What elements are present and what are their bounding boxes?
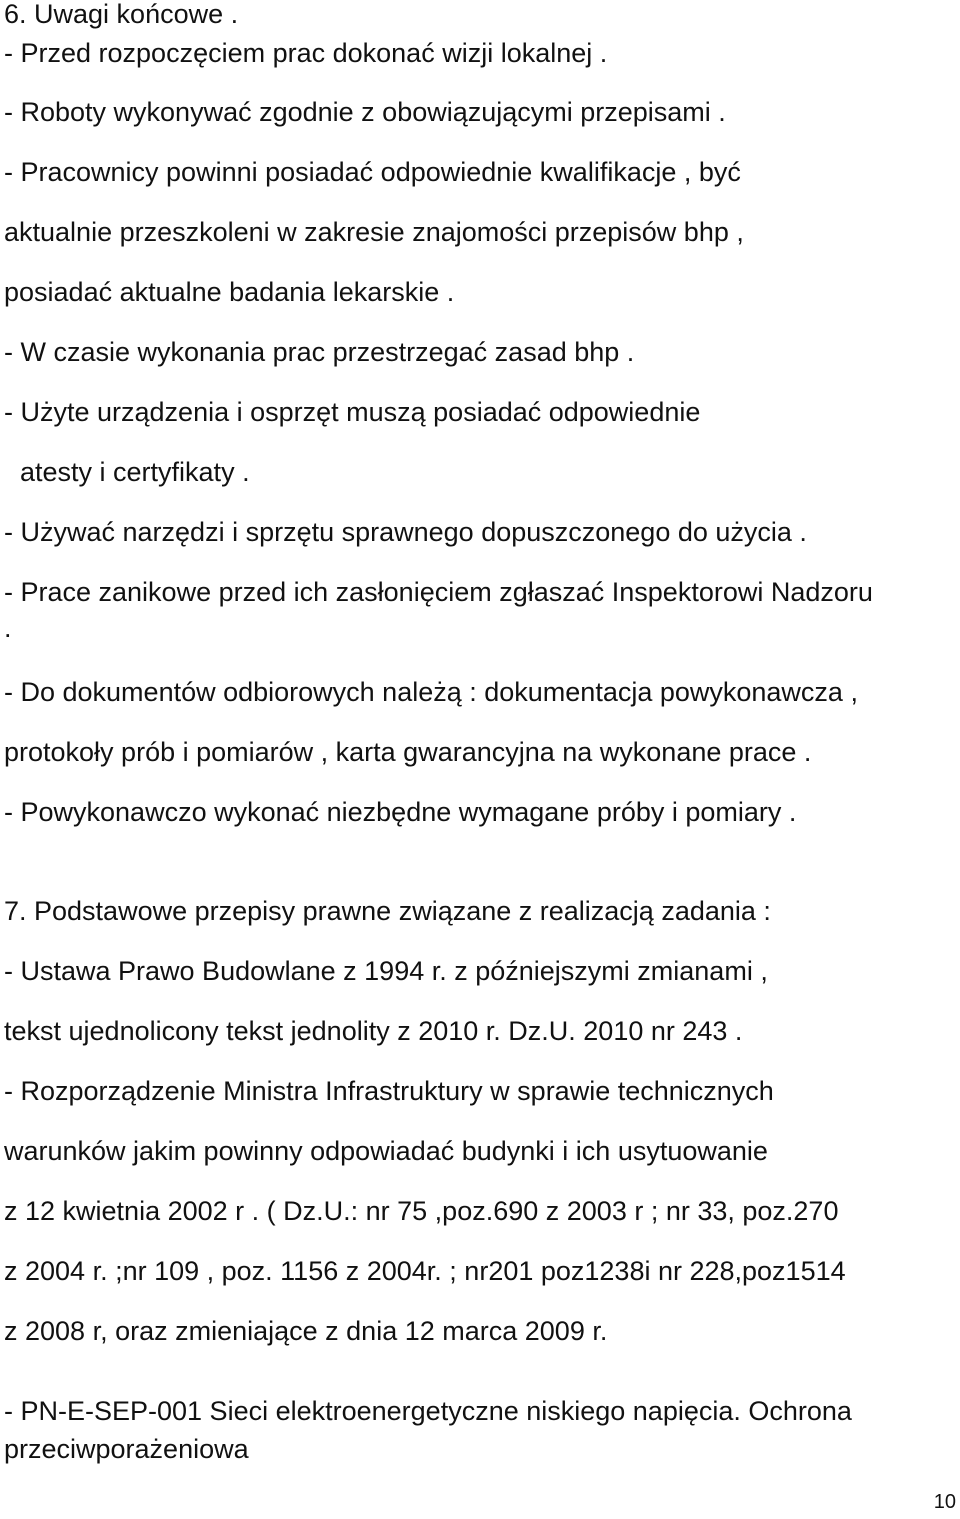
text-line: z 12 kwietnia 2002 r . ( Dz.U.: nr 75 ,poz.690 z 2003 r ; nr 33, poz.270 <box>4 1196 839 1226</box>
page-number: 10 <box>933 1491 956 1513</box>
text-line: przeciwporażeniowa <box>4 1434 249 1464</box>
text-line: - Ustawa Prawo Budowlane z 1994 r. z późniejszymi zmianami , <box>4 956 768 986</box>
text-line: - Prace zanikowe przed ich zasłonięciem zgłaszać Inspektorowi Nadzoru <box>4 577 873 607</box>
text-line: - Używać narzędzi i sprzętu sprawnego dopuszczonego do użycia . <box>4 517 807 547</box>
text-line: z 2004 r. ;nr 109 , poz. 1156 z 2004r. ; nr201 poz1238i nr 228,poz1514 <box>4 1256 846 1286</box>
text-line: atesty i certyfikaty . <box>20 457 250 487</box>
text-line: - Użyte urządzenia i osprzęt muszą posiadać odpowiednie <box>4 397 701 427</box>
section-6-heading: 6. Uwagi końcowe . <box>4 0 239 29</box>
text-line: - Pracownicy powinni posiadać odpowiednie kwalifikacje , być <box>4 157 741 187</box>
text-line: protokoły prób i pomiarów , karta gwarancyjna na wykonane prace . <box>4 737 812 767</box>
text-line: - W czasie wykonania prac przestrzegać zasad bhp . <box>4 337 635 367</box>
text-line: - Roboty wykonywać zgodnie z obowiązującymi przepisami . <box>4 97 726 127</box>
text-line: . <box>4 613 12 643</box>
text-line: - Do dokumentów odbiorowych należą : dokumentacja powykonawcza , <box>4 677 858 707</box>
text-line: warunków jakim powinny odpowiadać budynki i ich usytuowanie <box>4 1136 768 1166</box>
text-line: tekst ujednolicony tekst jednolity z 2010 r. Dz.U. 2010 nr 243 . <box>4 1016 743 1046</box>
text-line: posiadać aktualne badania lekarskie . <box>4 277 455 307</box>
section-7-heading: 7. Podstawowe przepisy prawne związane z realizacją zadania : <box>4 896 771 926</box>
text-line: aktualnie przeszkoleni w zakresie znajomości przepisów bhp , <box>4 217 744 247</box>
text-line: - Powykonawczo wykonać niezbędne wymagane próby i pomiary . <box>4 797 797 827</box>
text-line: z 2008 r, oraz zmieniające z dnia 12 marca 2009 r. <box>4 1316 608 1346</box>
text-line: - Rozporządzenie Ministra Infrastruktury w sprawie technicznych <box>4 1076 774 1106</box>
text-line: - PN-E-SEP-001 Sieci elektroenergetyczne niskiego napięcia. Ochrona <box>4 1396 852 1426</box>
text-line: - Przed rozpoczęciem prac dokonać wizji lokalnej . <box>4 38 608 68</box>
